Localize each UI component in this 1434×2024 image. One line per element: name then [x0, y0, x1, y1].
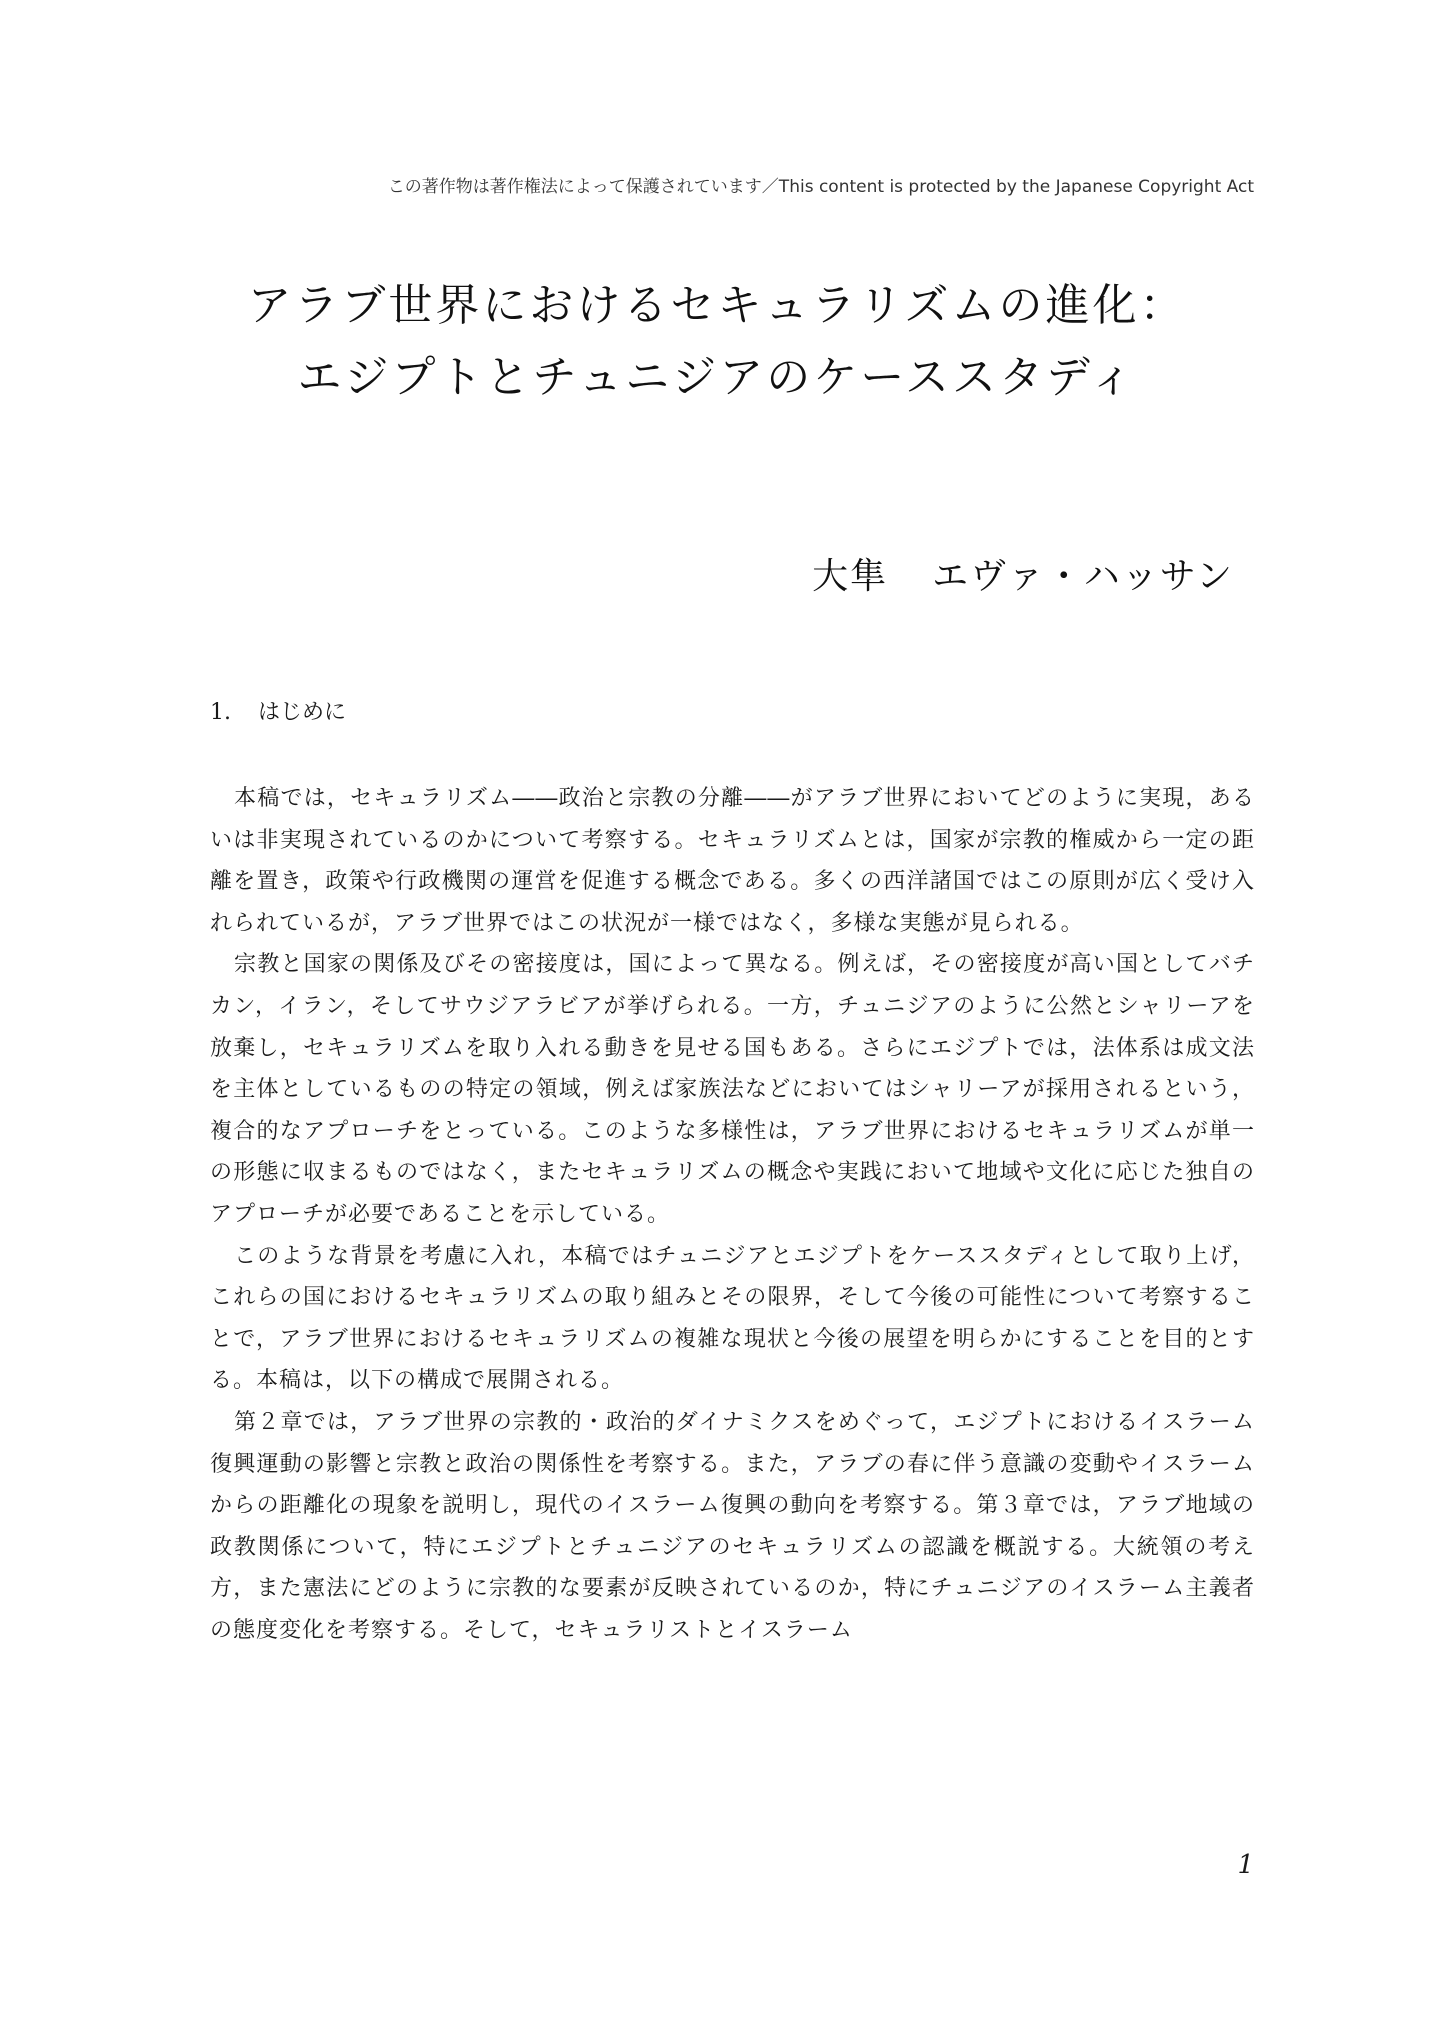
author-family-name: 大隼 — [812, 556, 889, 597]
title-line-2: エジプトとチュニジアのケーススタディ — [297, 352, 1137, 403]
author-name — [812, 548, 1234, 599]
title-line-1: アラブ世界におけるセキュラリズムの進化： — [247, 280, 1187, 331]
paragraph: このような背景を考慮に入れ，本稿ではチュニジアとエジプトをケーススタディとして取り上げ，これらの国におけるセキュラリズムの取り組みとその限界，そして今後の可能性について考察することで，アラブ世界におけるセキュラリズムの複雑な現状と今後の展望を明らかにすることを目的とする。本稿は，以下の構成で展開される。 — [210, 1243, 1255, 1394]
section-heading — [210, 695, 346, 726]
section-number: 1. — [210, 700, 231, 725]
author-given-name: エヴァ・ハッサン — [932, 556, 1234, 597]
body-text — [210, 778, 1255, 1651]
paper-title — [0, 270, 1434, 414]
paragraph: 宗教と国家の関係及びその密接度は，国によって異なる。例えば，その密接度が高い国としてバチカン，イラン，そしてサウジアラビアが挙げられる。一方，チュニジアのように公然とシャリーアを放棄し，セキュラリズムを取り入れる動きを見せる国もある。さらにエジプトでは，法体系は成文法を主体としているものの特定の領域，例えば家族法などにおいてはシャリーアが採用されるという，複合的なアプローチをとっている。このような多様性は，アラブ世界におけるセキュラリズムが単一の形態に収まるものではなく，またセキュラリズムの概念や実践において地域や文化に応じた独自のアプローチが必要であることを示している。 — [210, 952, 1255, 1227]
section-title: はじめに — [258, 700, 347, 725]
copyright-notice: この著作物は著作権法によって保護されています／This content is protected by the Japanese Copyright Act — [387, 177, 1254, 197]
paragraph: 本稿では，セキュラリズム――政治と宗教の分離――がアラブ世界においてどのように実現，あるいは非実現されているのかについて考察する。セキュラリズムとは，国家が宗教的権威から一定の距離を置き，政策や行政機関の運営を促進する概念である。多くの西洋諸国ではこの原則が広く受け入れられているが，アラブ世界ではこの状況が一様ではなく，多様な実態が見られる。 — [210, 786, 1255, 936]
paragraph: 第２章では，アラブ世界の宗教的・政治的ダイナミクスをめぐって，エジプトにおけるイスラーム復興運動の影響と宗教と政治の関係性を考察する。また，アラブの春に伴う意識の変動やイスラームからの距離化の現象を説明し，現代のイスラーム復興の動向を考察する。第３章では，アラブ地域の政教関係について，特にエジプトとチュニジアのセキュラリズムの認識を概説する。大統領の考え方，また憲法にどのように宗教的な要素が反映されているのか，特にチュニジアのイスラーム主義者の態度変化を考察する。そして，セキュラリストとイスラーム — [210, 1409, 1255, 1643]
page-number: 1 — [1237, 1850, 1254, 1880]
